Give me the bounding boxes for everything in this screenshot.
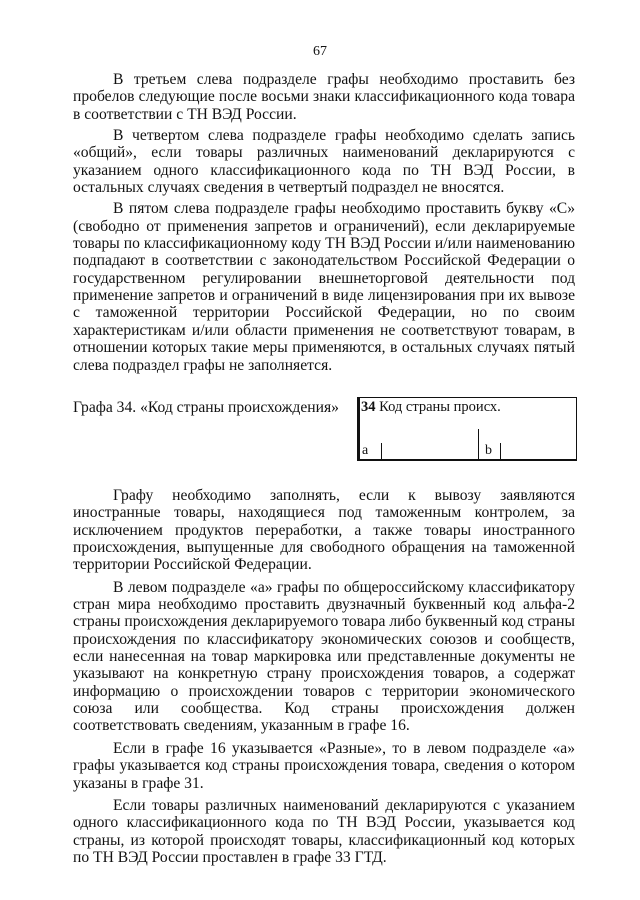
graph34-heading: Графа 34. «Код страны происхождения» bbox=[73, 399, 339, 416]
paragraph: В пятом слева подразделе графы необходимо проставить букву «С» (свободно от применения запретов и ограничений), если декларируемые товары по классификационному коду ТН ВЭД России и/или наименованию подпадают в соответствии с законодательством Российской Федерации о государственном регулировании внешнеторговой деятельности под применение запретов и ограничений в виде лицензирования при их вывозе с таможенной территории Российской Федерации, но по своим характеристикам и/или области применения не соответствуют товарам, в отношении которых такие меры применяются, в остальных случаях пятый слева подраздел графы не заполняется. bbox=[73, 200, 575, 374]
subfield-a-label: a bbox=[362, 443, 369, 458]
divider bbox=[478, 429, 479, 459]
divider bbox=[500, 443, 501, 459]
divider bbox=[381, 443, 382, 459]
paragraph: В четвертом слева подразделе графы необходимо сделать запись «общий», если товары различных наименований декларируются с указанием одного классификационного кода по ТН ВЭД России, в остальных случаях сведения в четвертый подраздел не вносятся. bbox=[73, 127, 575, 197]
top-text-block bbox=[73, 71, 575, 378]
paragraph: В левом подразделе «а» графы по общероссийскому классификатору стран мира необходимо проставить двузначный буквенный код альфа-2 страны происхождения декларируемого товара либо буквенный код страны происхождения по классификатору экономических союзов и сообществ, если нанесенная на товар маркировка или представленные документы не указывают на конкретную страну происхождения товаров, а содержат информацию о происхождении товаров с территории экономического союза или сообщества. Код страны происхождения должен соответствовать сведениям, указанным в графе 16. bbox=[73, 578, 575, 735]
bottom-text-block bbox=[73, 487, 575, 871]
box-number: 34 bbox=[361, 399, 376, 415]
graph34-form-box bbox=[357, 397, 577, 461]
subfield-b-label: b bbox=[485, 443, 492, 458]
box-title bbox=[361, 399, 501, 416]
paragraph: Если в графе 16 указывается «Разные», то в левом подразделе «а» графы указывается код страны происхождения товара, сведения о котором указаны в графе 31. bbox=[73, 739, 575, 792]
paragraph: Если товары различных наименований декларируются с указанием одного классификационного кода по ТН ВЭД России, указывается код страны, из которой происходят товары, классификационный код которых по ТН ВЭД России проставлен в графе 33 ГТД. bbox=[73, 796, 575, 866]
box-title-text: Код страны происх. bbox=[379, 399, 501, 415]
page-number: 67 bbox=[313, 44, 327, 59]
paragraph: В третьем слева подразделе графы необходимо проставить без пробелов следующие после восьми знаки классификационного кода товара в соответствии с ТН ВЭД России. bbox=[73, 71, 575, 123]
paragraph: Графу необходимо заполнять, если к вывозу заявляются иностранные товары, находящиеся под таможенным контролем, за исключением продуктов переработки, а также товары иностранного происхождения, выпущенные для свободного обращения на таможенной территории Российской Федерации. bbox=[73, 487, 575, 574]
